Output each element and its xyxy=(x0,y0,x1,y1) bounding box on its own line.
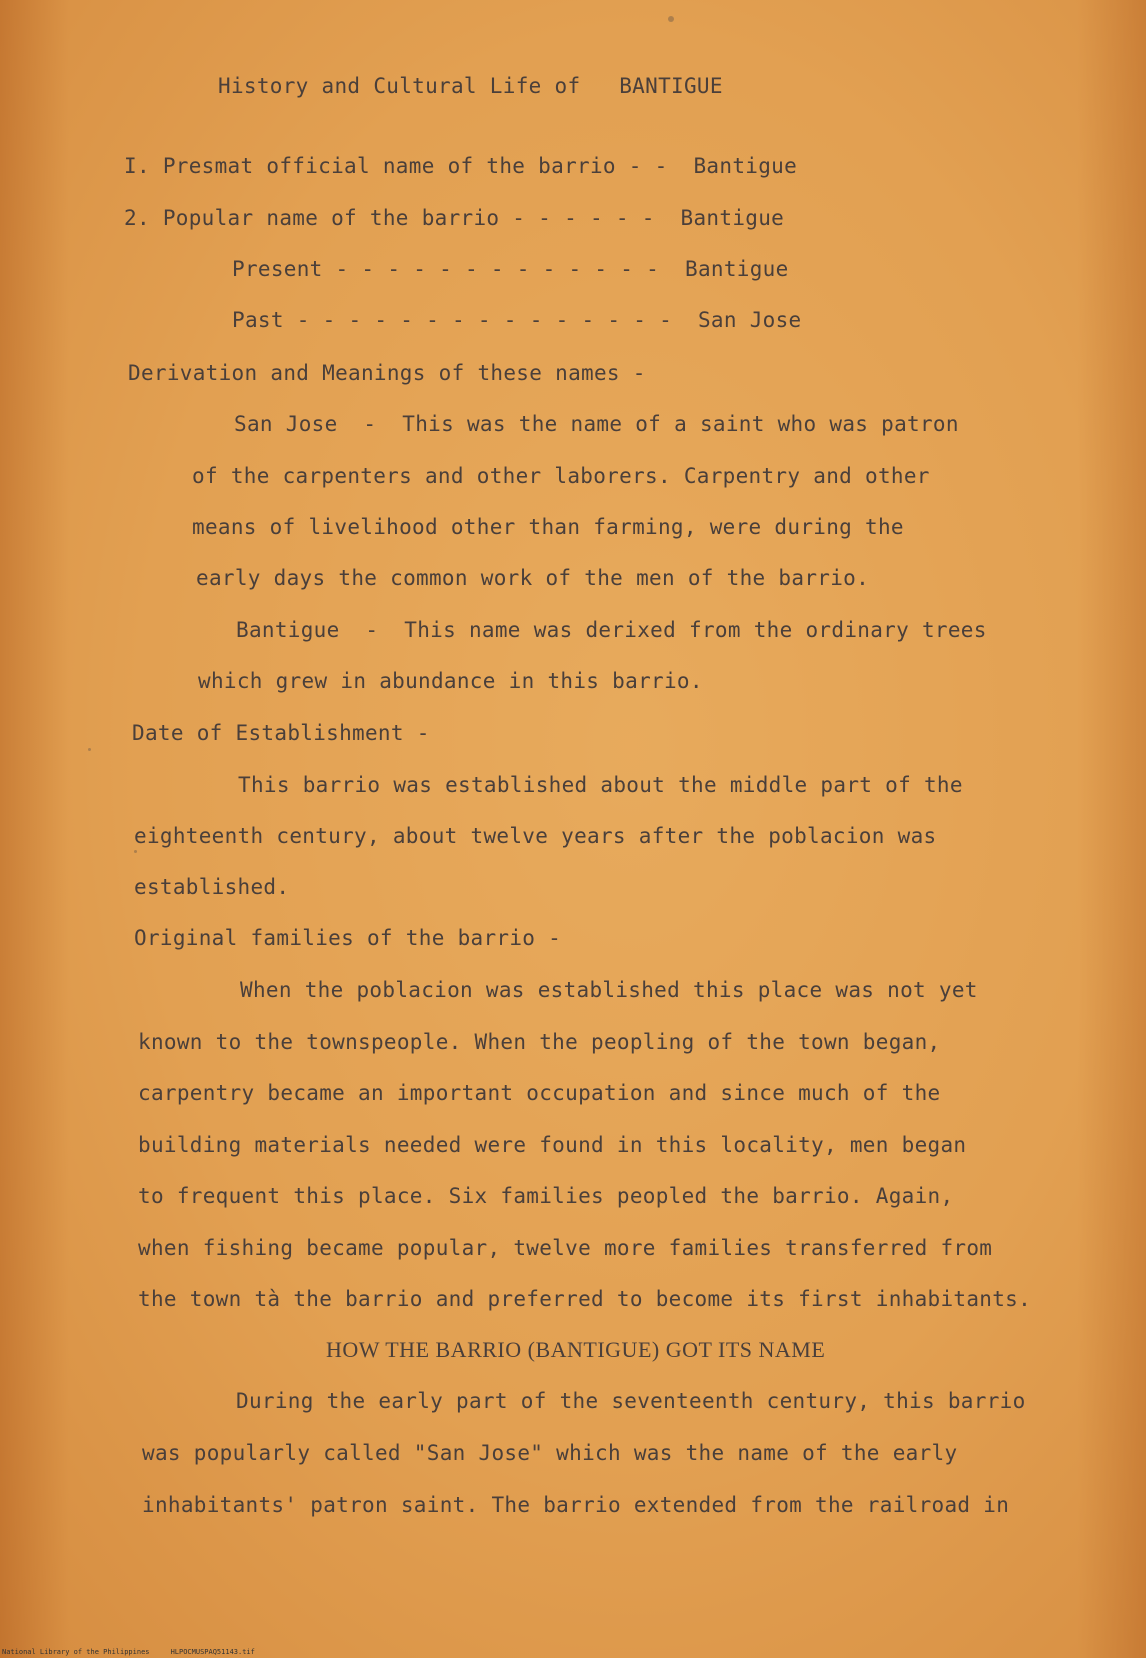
text-line: Bantigue - This name was derixed from the ordinary trees xyxy=(236,618,987,642)
text-line: when fishing became popular, twelve more families transferred from xyxy=(138,1236,993,1260)
text-line: means of livelihood other than farming, were during the xyxy=(192,515,904,539)
scan-footer: National Library of the Philippines HLPOCMUSPAQ51143.tif xyxy=(2,1648,255,1656)
paper-fleck xyxy=(88,748,91,751)
paper-fleck xyxy=(668,16,674,22)
text-line: Present - - - - - - - - - - - - - Bantigue xyxy=(232,257,789,281)
text-line: San Jose - This was the name of a saint who was patron xyxy=(234,412,959,436)
text-line: carpentry became an important occupation and since much of the xyxy=(138,1081,941,1105)
text-line: building materials needed were found in this locality, men began xyxy=(138,1133,967,1157)
text-line: eighteenth century, about twelve years after the poblacion was xyxy=(134,824,937,848)
text-line: Derivation and Meanings of these names - xyxy=(128,361,646,385)
text-line: which grew in abundance in this barrio. xyxy=(198,669,703,693)
section-heading: HOW THE BARRIO (BANTIGUE) GOT ITS NAME xyxy=(326,1337,826,1362)
text-line: When the poblacion was established this place was not yet xyxy=(240,978,978,1002)
text-line: was popularly called "San Jose" which was the name of the early xyxy=(142,1441,958,1465)
document-title: History and Cultural Life of BANTIGUE xyxy=(218,74,723,98)
text-line: I. Presmat official name of the barrio - - Bantigue xyxy=(124,154,798,178)
text-line: During the early part of the seventeenth century, this barrio xyxy=(236,1389,1026,1413)
paper-fleck xyxy=(134,850,137,853)
text-line: 2. Popular name of the barrio - - - - - - Bantigue xyxy=(124,206,785,230)
text-line: of the carpenters and other laborers. Carpentry and other xyxy=(192,464,930,488)
text-line: Date of Establishment - xyxy=(132,721,430,745)
text-line: known to the townspeople. When the peopling of the town began, xyxy=(138,1030,941,1054)
text-line: Original families of the barrio - xyxy=(134,926,562,950)
text-line: the town tà the barrio and preferred to become its first inhabitants. xyxy=(138,1287,1032,1311)
text-line: inhabitants' patron saint. The barrio extended from the railroad in xyxy=(142,1493,1010,1517)
text-line: This barrio was established about the middle part of the xyxy=(238,773,963,797)
text-line: Past - - - - - - - - - - - - - - - San Jose xyxy=(232,308,802,332)
text-line: established. xyxy=(134,875,290,899)
text-line: early days the common work of the men of the barrio. xyxy=(196,566,870,590)
text-line: to frequent this place. Six families peopled the barrio. Again, xyxy=(138,1184,954,1208)
